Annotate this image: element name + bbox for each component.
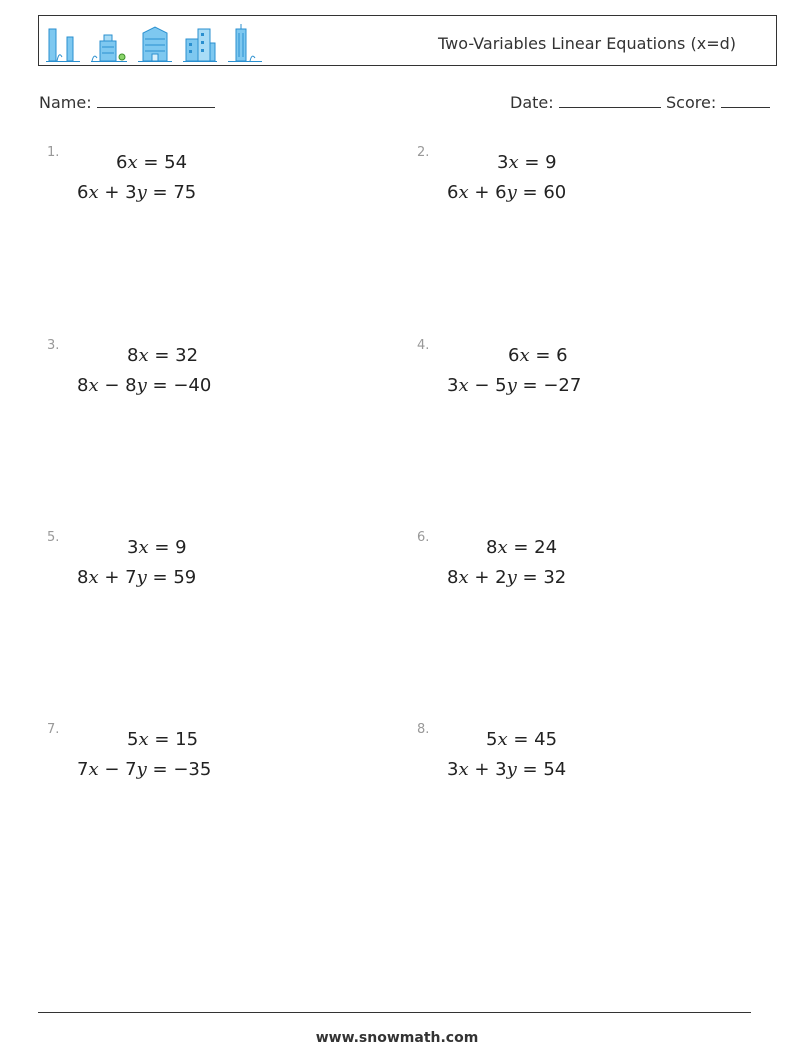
problem-4: [417, 338, 717, 408]
problem-7: [47, 722, 347, 792]
footer-url: www.snowmath.com: [315, 1030, 479, 1046]
equation-2: 3x − 5y = −27: [447, 375, 582, 396]
problem-number: 2.: [417, 145, 430, 160]
building-icon: [182, 23, 218, 63]
equation-1: 5x = 15: [127, 729, 199, 750]
equation-2: 6x + 3y = 75: [77, 182, 197, 203]
problem-number: 5.: [47, 530, 60, 545]
building-icon: [45, 23, 81, 63]
equation-2: 3x + 3y = 54: [447, 759, 567, 780]
equation-2: 6x + 6y = 60: [447, 182, 567, 203]
equation-1: 6x = 54: [116, 152, 188, 173]
equation-2: 7x − 7y = −35: [77, 759, 212, 780]
score-field: [666, 93, 770, 112]
worksheet-header: [38, 15, 777, 66]
equation-1: 8x = 32: [127, 345, 199, 366]
problem-2: [417, 145, 717, 215]
problem-number: 8.: [417, 722, 430, 737]
building-icon: [137, 23, 173, 63]
date-field: [510, 93, 661, 112]
problem-6: [417, 530, 717, 600]
score-label: Score:: [666, 93, 717, 112]
score-blank[interactable]: [721, 93, 770, 108]
equation-2: 8x − 8y = −40: [77, 375, 212, 396]
worksheet-title: Two-Variables Linear Equations (x=d): [438, 34, 736, 53]
equation-1: 3x = 9: [127, 537, 187, 558]
equation-1: 3x = 9: [497, 152, 557, 173]
footer-divider: [38, 1012, 751, 1013]
problem-number: 4.: [417, 338, 430, 353]
building-icon: [227, 23, 263, 63]
equation-1: 5x = 45: [486, 729, 558, 750]
equation-1: 6x = 6: [508, 345, 568, 366]
problem-number: 7.: [47, 722, 60, 737]
problem-8: [417, 722, 717, 792]
equation-2: 8x + 7y = 59: [77, 567, 197, 588]
problem-number: 1.: [47, 145, 60, 160]
name-blank[interactable]: [97, 93, 215, 108]
date-label: Date:: [510, 93, 554, 112]
problem-3: [47, 338, 347, 408]
building-icon: [90, 23, 128, 63]
problem-number: 6.: [417, 530, 430, 545]
date-blank[interactable]: [559, 93, 661, 108]
equation-2: 8x + 2y = 32: [447, 567, 567, 588]
equation-1: 8x = 24: [486, 537, 558, 558]
logo-strip: [45, 21, 263, 63]
problem-5: [47, 530, 347, 600]
problem-number: 3.: [47, 338, 60, 353]
name-field: [39, 93, 215, 112]
name-label: Name:: [39, 93, 92, 112]
problem-1: [47, 145, 347, 215]
